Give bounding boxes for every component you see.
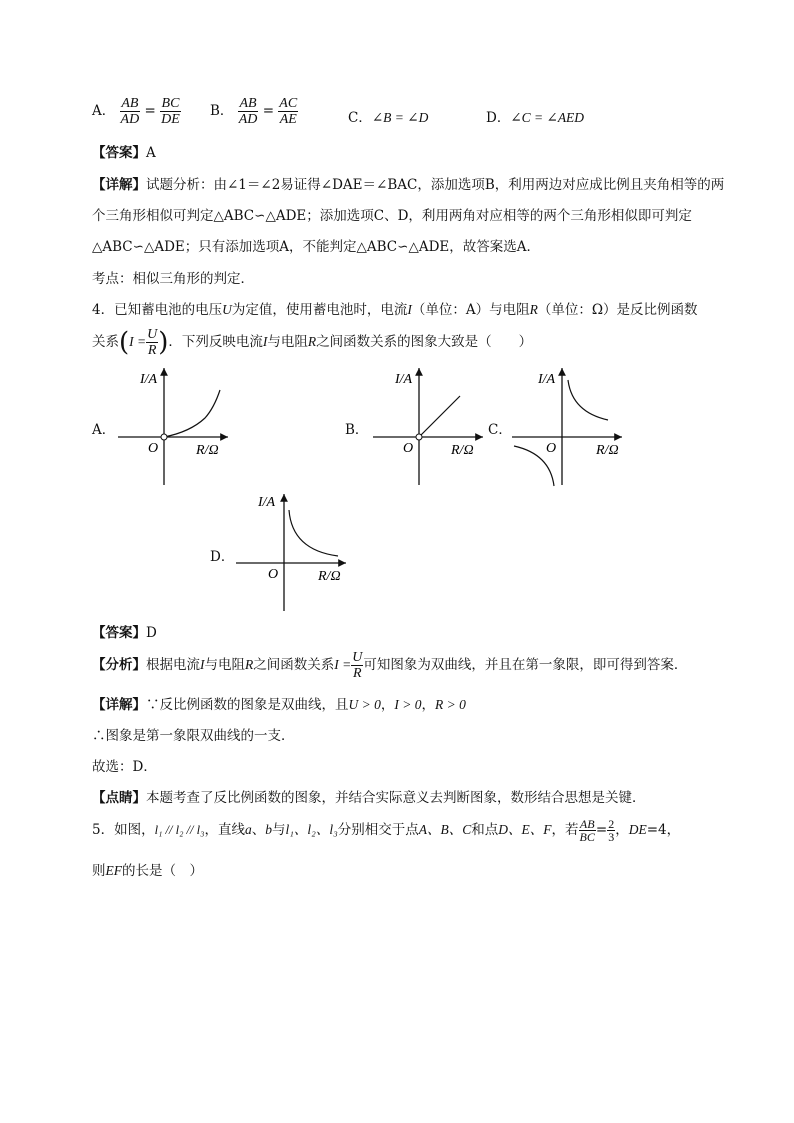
q3-option-c: C．∠B = ∠D: [348, 110, 429, 126]
q4-option-d-label: D．: [210, 549, 235, 565]
fraction: $\frac{AB}{AD}$: [120, 96, 140, 127]
y-axis-label: I/A: [538, 372, 556, 387]
graph-d: [230, 486, 360, 616]
x-axis-label: R/Ω: [596, 443, 619, 458]
q4-option-a-label: A．: [92, 422, 116, 438]
origin-point: [161, 434, 167, 440]
fraction: $\frac{BC}{DE}$: [161, 96, 180, 127]
q3-option-d: D．∠C = ∠AED: [486, 110, 585, 126]
origin-label: O: [403, 441, 414, 456]
q4-answer: 【答案】D: [92, 625, 157, 641]
graph-c: [508, 360, 638, 490]
q4-choose: 故选：D．: [92, 759, 157, 775]
q4-option-c-label: C．: [488, 422, 512, 438]
graph-b: [365, 360, 495, 490]
y-axis-label: I/A: [258, 495, 276, 510]
q5-stem-line2: 则EF的长是（ ）: [92, 863, 203, 879]
q4-stem-line1: 4．已知蓄电池的电压U为定值，使用蓄电池时，电流I（单位：A）与电阻R（单位：Ω）是反比例函数: [92, 302, 698, 318]
q4-option-b-label: B．: [345, 422, 369, 438]
line-graph: [419, 396, 460, 437]
curve-first-quadrant: [568, 380, 608, 420]
q3-kaodian: 考点：相似三角形的判定．: [92, 271, 254, 287]
graph-a: [110, 360, 240, 490]
q3-detail-line2: 个三角形相似可判定△ABC∽△ADE；添加选项C、D，利用两角对应相等的两个三角形相似即可判定: [92, 208, 692, 224]
origin-point: [416, 434, 422, 440]
y-axis-label: I/A: [140, 372, 158, 387]
q3-answer: 【答案】A: [92, 145, 156, 161]
q4-stem-line2: 关系(I = $\frac{U}{R}$ )．下列反映电流I与电阻R之间函数关系的图象大致是（ ）: [92, 327, 533, 358]
y-axis-label: I/A: [395, 372, 413, 387]
x-axis-label: R/Ω: [451, 443, 474, 458]
q3-detail-line1: 【详解】试题分析：由∠1＝∠2易证得∠DAE＝∠BAC，添加选项B，利用两边对应成比例且夹角相等的两: [92, 177, 725, 193]
curve: [164, 390, 220, 437]
q4-detail-2: ∴图象是第一象限双曲线的一支．: [92, 728, 295, 744]
fraction: $\frac{AB}{AD}$: [238, 96, 258, 127]
origin-label: O: [546, 441, 557, 456]
q3-option-b: B． $\frac{AB}{AD}$ = $\frac{AC}{AE}$: [210, 96, 298, 127]
x-axis-label: R/Ω: [196, 443, 219, 458]
origin-label: O: [148, 441, 159, 456]
q3-option-a: A． $\frac{AB}{AD}$ = $\frac{BC}{DE}$: [92, 96, 180, 127]
q4-comment: 【点睛】本题考查了反比例函数的图象，并结合实际意义去判断图象，数形结合思想是关键．: [92, 790, 646, 806]
curve-first-quadrant: [289, 510, 338, 556]
q4-analysis: 【分析】根据电流I与电阻R之间函数关系I = $\frac{U}{R}$ 可知图象为双曲线，并且在第一象限，即可得到答案．: [92, 650, 688, 681]
x-axis-label: R/Ω: [318, 569, 341, 584]
fraction: $\frac{AC}{AE}$: [279, 96, 298, 127]
q4-detail: 【详解】∵反比例函数的图象是双曲线，且U > 0，I > 0，R > 0: [92, 697, 466, 713]
q5-stem-line1: 5．如图，l₁ // l₂ // l₃，直线a、b与l₁、l₂、l₃分别相交于点A、B、C和点D、E、F，若 $\frac{AB}{BC}$ = $\frac{2}{3}$ ，DE=4，: [92, 817, 681, 844]
origin-label: O: [268, 567, 279, 582]
q3-detail-line3: △ABC∽△ADE；只有添加选项A，不能判定△ABC∽△ADE，故答案选A．: [92, 239, 541, 255]
